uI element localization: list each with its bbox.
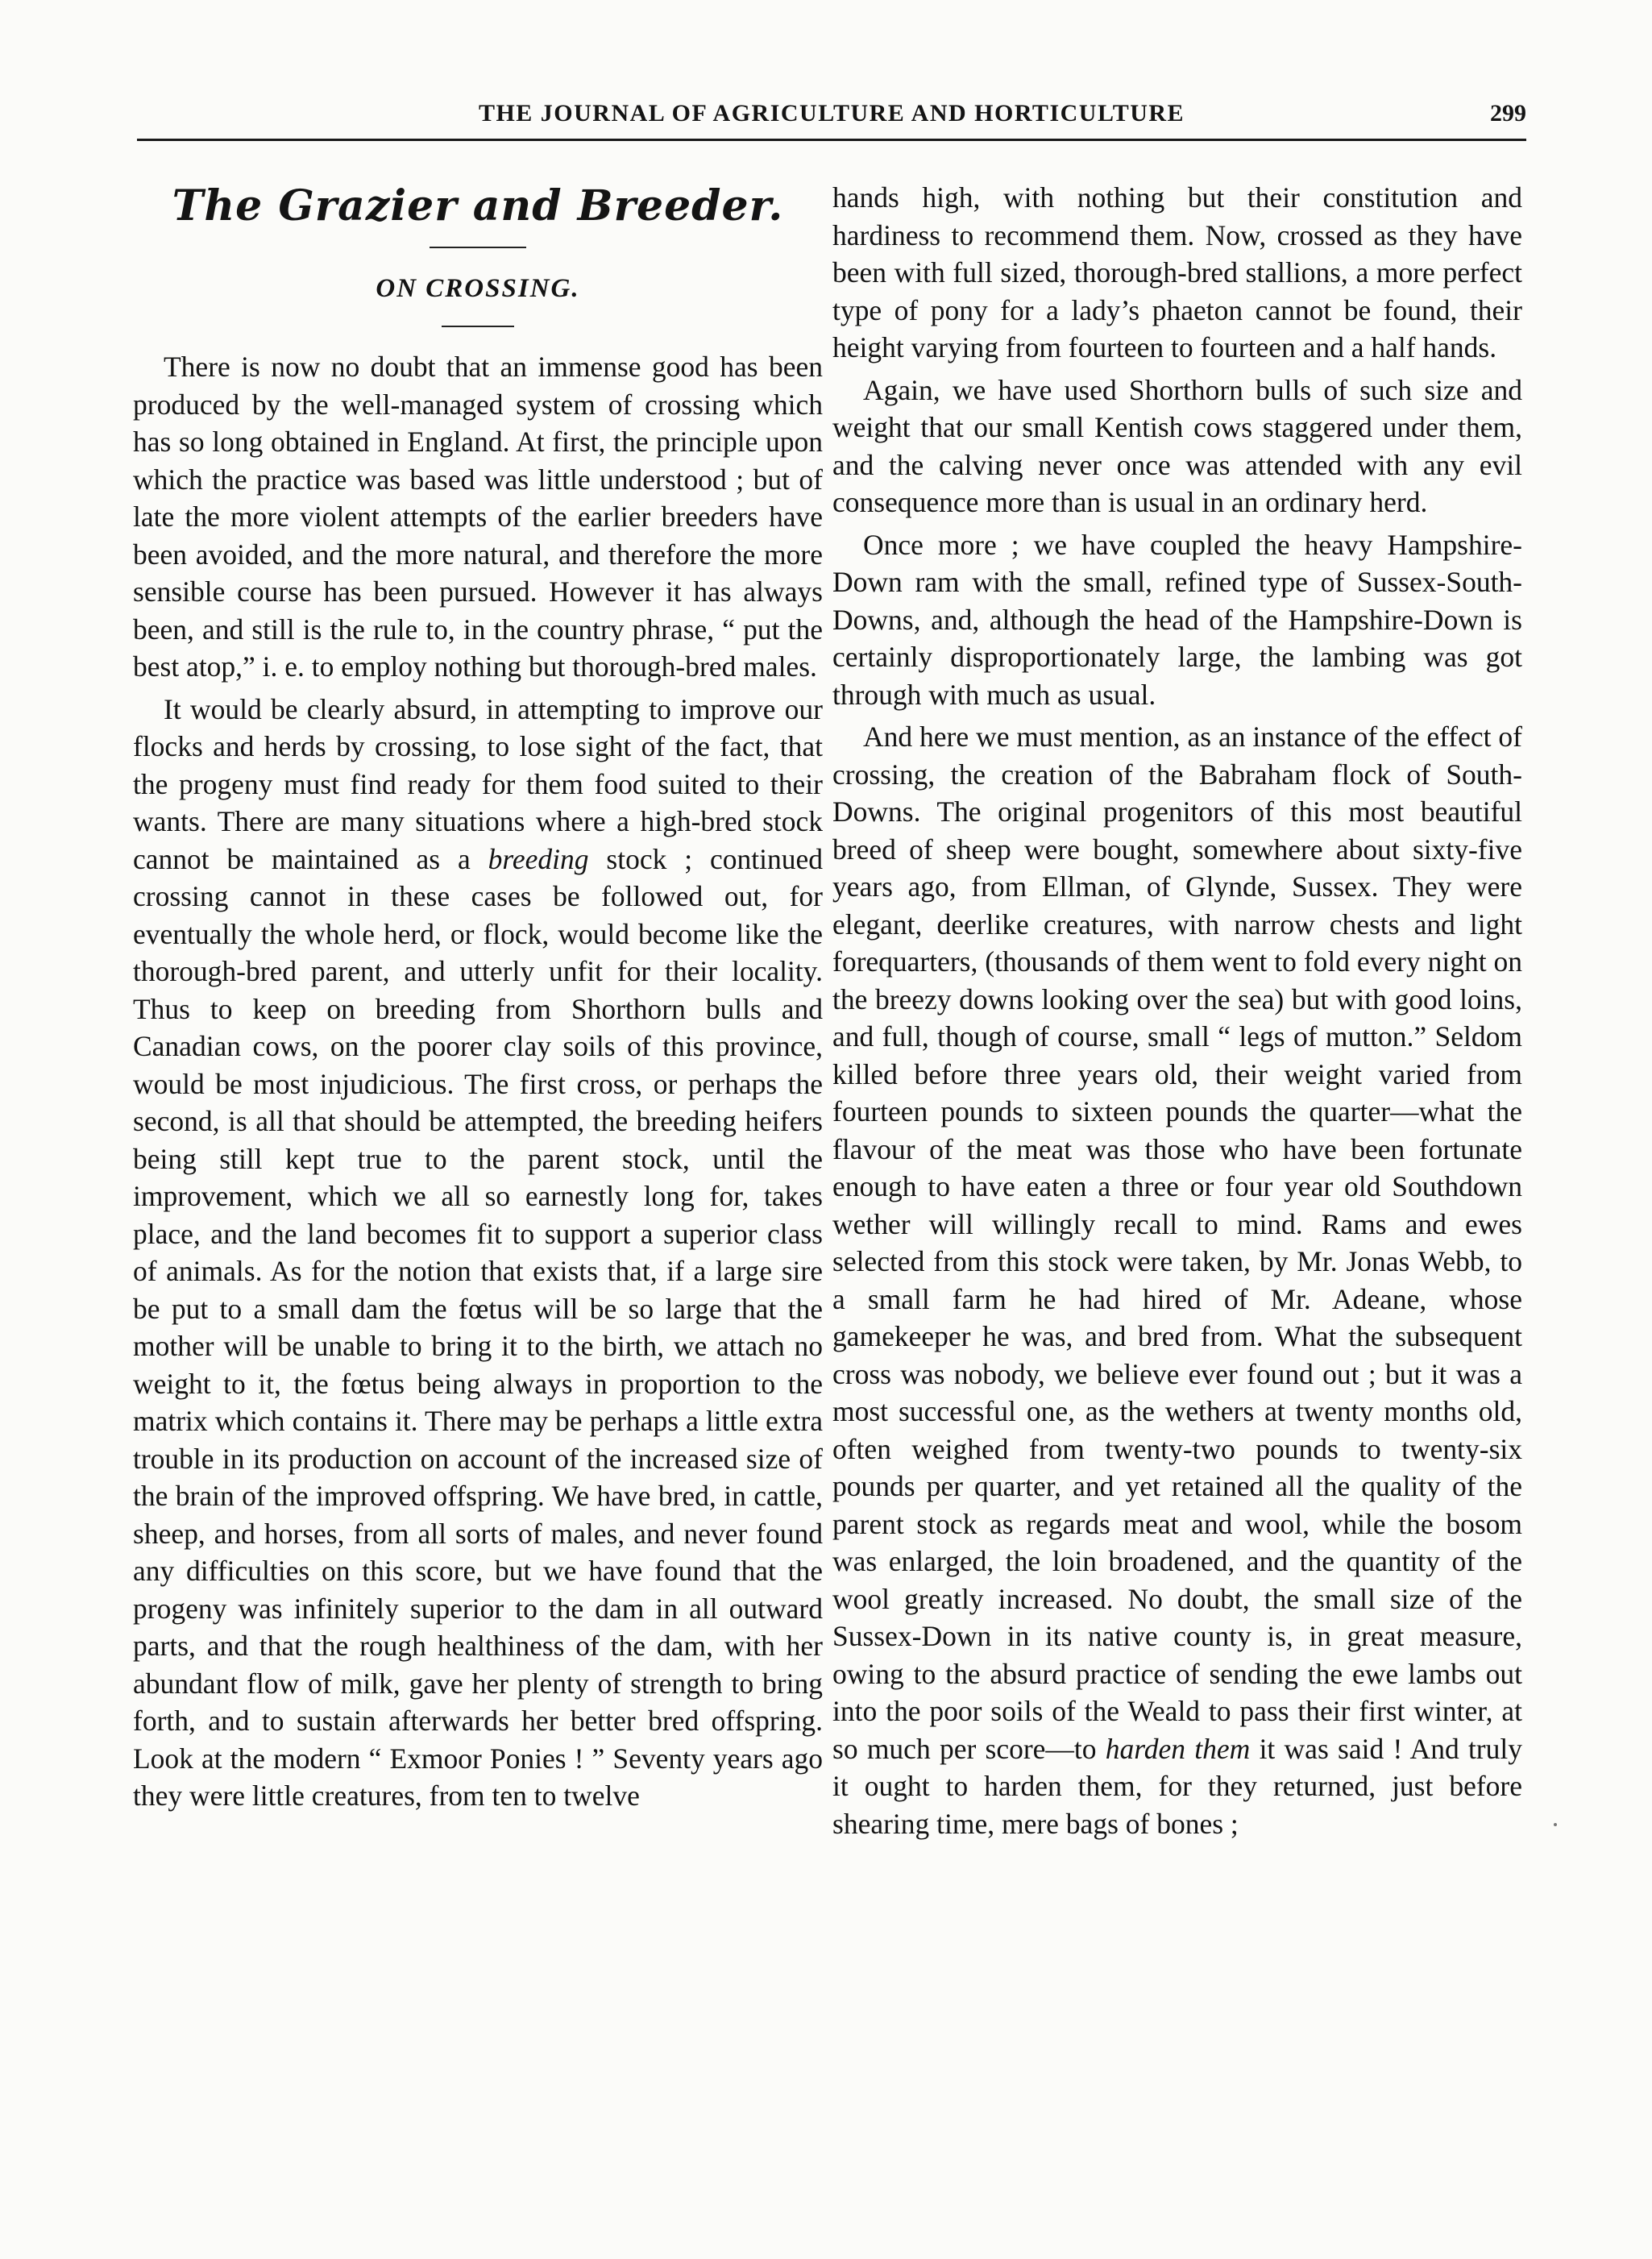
section-title: The Grazier and Breeder. (172, 181, 784, 230)
subtitle-rule (442, 326, 514, 327)
paragraph: Again, we have used Shorthorn bulls of such size and weight that our small Kentish cows staggered under them, and the calving never once was attended with any evil consequence more than is usual in an ordinary herd. (832, 373, 1522, 518)
paragraph-text: And here we must mention, as an instance of the effect of crossing, the creation of the Babraham flock of South-Downs. The original progenitors of this most beautiful breed of sheep were bought, somewhere about sixty-five years ago, from Ellman, of Glynde, Sussex. They were elegant, deerlike creatures, with narrow chests and light forequarters, (thousands of them went to fold every night on the breezy downs looking over the sea) but with good loins, and full, though of course, small “ legs of mutton.” Seldom killed before three years old, their weight varied from fourteen pounds to sixteen pounds the quarter—what the flavour of the meat was those who have been fortunate enough to have eaten a three or four year old Southdown wether will willingly recall to mind. Rams and ewes selected from this stock were taken, by Mr. Jonas Webb, to a small farm he had hired of Mr. Adeane, whose gamekeeper he was, and bred from. What the subsequent cross was nobody, we believe ever found out ; but it was a most successful one, as the wethers at twenty months old, often weighed from twenty-two pounds to twenty-six pounds per quarter, and yet retained all the quality of the parent stock as regards meat and wool, while the bosom was enlarged, the loin broadened, and the quantity of the wool greatly increased. No doubt, the small size of the Sussex-Down in its native county is, in great measure, owing to the absurd practice of sending the ewe lambs out into the poor soils of the Weald to pass their first winter, at so much per score—to (832, 720, 1522, 1765)
running-title: THE JOURNAL OF AGRICULTURE AND HORTICULTURE (478, 100, 1185, 127)
paragraph (832, 718, 1522, 1842)
paragraph: Once more ; we have coupled the heavy Hampshire-Down ram with the small, refined type of Sussex-South-Downs, and, although the head of the Hampshire-Down is certainly disproportionately large, the lambing was got through with much as usual. (832, 528, 1522, 711)
paragraph: hands high, with nothing but their constitution and hardiness to recommend them. Now, crossed as they have been with full sized, thorough-bred stallions, a more perfect type of pony for a lady’s phaeton cannot be found, their height varying from fourteen to fourteen and a half hands. (832, 181, 1522, 363)
paragraph-text: It would be clearly absurd, in attempting to improve our flocks and herds by crossing, to lose sight of the fact, that the progeny must find ready for them food suited to their wants. There are many situations where a high-bred stock cannot be maintained as a (133, 692, 823, 875)
emphasis-text: breeding (488, 842, 589, 875)
right-column (832, 179, 1522, 1847)
article-subtitle: ON CROSSING. (376, 274, 580, 303)
running-head (137, 90, 1526, 141)
left-column (133, 177, 823, 1820)
page-number: 299 (1490, 100, 1526, 127)
paragraph (133, 691, 823, 1815)
paragraph-text: it was said ! And truly it ought to harden them, for they returned, just before shearing time, mere bags of bones ; (832, 1732, 1522, 1840)
emphasis-text: harden them (1105, 1732, 1251, 1765)
title-rule (430, 247, 526, 248)
paragraph-text: stock ; continued crossing cannot in these cases be followed out, for eventually the whole herd, or flock, would become like the thorough-bred parent, and utterly unfit for their locality. Thus to keep on breeding from Shorthorn bulls and Canadian cows, on the poorer clay soils of this province, would be most injudicious. The first cross, or perhaps the second, is all that should be attempted, the breeding heifers being still kept true to the parent stock, until the improvement, which we all so earnestly long for, takes place, and the land becomes fit to support a superior class of animals. As for the notion that exists that, if a large sire be put to a small dam the fœtus will be so large that the mother will be unable to bring it to the birth, we attach no weight to it, the fœtus being always in proportion to the matrix which contains it. There may be perhaps a little extra trouble in its production on account of the increased size of the brain of the improved offspring. We have bred, in cattle, sheep, and horses, from all sorts of males, and never found any difficulties on this score, but we have found that the progeny was infinitely superior to the dam in all outward parts, and that the rough healthiness of the dam, with her abundant flow of milk, gave her plenty of strength to bring forth, and to sustain afterwards her better bred offspring. Look at the modern “ Exmoor Ponies ! ” Seventy years ago they were little creatures, from ten to twelve (133, 842, 823, 1812)
margin-speck (1554, 1823, 1557, 1826)
paragraph: There is now no doubt that an immense good has been produced by the well-managed system of crossing which has so long obtained in England. At first, the principle upon which the practice was based was little understood ; but of late the more violent attempts of the earlier breeders have been avoided, and the more natural, and therefore the more sensible course has been pursued. However it has always been, and still is the rule to, in the country phrase, “ put the best atop,” i. e. to employ nothing but thorough-bred males. (133, 351, 823, 683)
